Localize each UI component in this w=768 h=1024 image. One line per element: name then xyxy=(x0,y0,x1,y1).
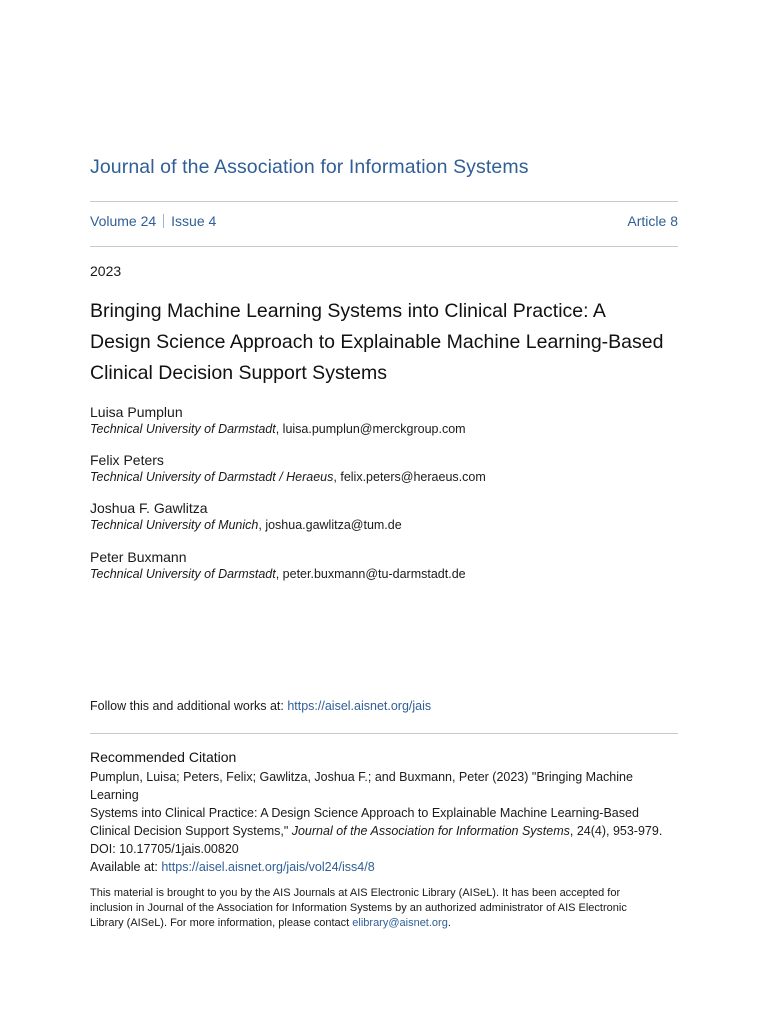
citation-volume-pages: , 24(4), 953-979. xyxy=(569,824,663,838)
divider-top xyxy=(90,201,678,202)
article-link[interactable]: Article 8 xyxy=(627,213,678,229)
follow-works xyxy=(90,699,431,713)
author-entry xyxy=(90,403,690,437)
citation-line: Clinical Decision Support Systems," xyxy=(90,824,292,838)
author-affiliation xyxy=(90,566,690,582)
follow-url-link[interactable]: https://aisel.aisnet.org/jais xyxy=(287,699,432,713)
footer-line: This material is brought to you by the AIS Journals at AIS Electronic Library (AISeL). It has been accepted for xyxy=(90,887,621,899)
author-entry xyxy=(90,451,690,485)
footer-line: Library (AISeL). For more information, please contact xyxy=(90,917,353,929)
footer-period: . xyxy=(447,917,451,929)
affiliation-separator: , xyxy=(258,518,266,532)
author-name: Luisa Pumplun xyxy=(90,404,183,420)
citation-doi: DOI: 10.17705/1jais.00820 xyxy=(90,842,239,856)
article-title-line: Bringing Machine Learning Systems into Clinical Practice: A xyxy=(90,300,606,322)
author-institution: Technical University of Munich xyxy=(90,518,259,532)
author-institution: Technical University of Darmstadt / Heraeus xyxy=(90,470,334,484)
issue-separator xyxy=(163,214,164,228)
affiliation-separator: , xyxy=(275,567,283,581)
issue-link[interactable]: Issue 4 xyxy=(171,213,217,229)
citation-line: Pumplun, Luisa; Peters, Felix; Gawlitza, Joshua F.; and Buxmann, Peter (2023) "Bringing Machine Learning xyxy=(90,770,633,802)
author-affiliation xyxy=(90,469,690,485)
author-institution: Technical University of Darmstadt xyxy=(90,567,276,581)
available-url-link[interactable]: https://aisel.aisnet.org/jais/vol24/iss4/8 xyxy=(161,860,375,874)
footer-line: inclusion in Journal of the Association for Information Systems by an authorized administrator of AIS Electronic xyxy=(90,902,627,914)
article-title-line: Clinical Decision Support Systems xyxy=(90,362,387,384)
divider-issue xyxy=(90,246,678,247)
footer-notice xyxy=(90,886,665,931)
author-affiliation xyxy=(90,421,690,437)
author-entry xyxy=(90,548,690,582)
available-label: Available at: xyxy=(90,860,162,874)
author-email: joshua.gawlitza@tum.de xyxy=(265,518,402,532)
affiliation-separator: , xyxy=(333,470,341,484)
publication-year: 2023 xyxy=(90,263,122,279)
divider-citation xyxy=(90,733,678,734)
issue-nav xyxy=(90,213,678,233)
author-name: Peter Buxmann xyxy=(90,549,187,565)
author-name: Felix Peters xyxy=(90,452,164,468)
article-title-line: Design Science Approach to Explainable Machine Learning-Based xyxy=(90,331,664,353)
volume-link[interactable]: Volume 24 xyxy=(90,213,157,229)
author-entry xyxy=(90,499,690,533)
citation-journal: Journal of the Association for Information Systems xyxy=(291,824,570,838)
author-email: luisa.pumplun@merckgroup.com xyxy=(282,422,466,436)
journal-title-link[interactable]: Journal of the Association for Information Systems xyxy=(90,156,529,178)
follow-label: Follow this and additional works at: xyxy=(90,699,288,713)
author-name: Joshua F. Gawlitza xyxy=(90,500,208,516)
author-email: felix.peters@heraeus.com xyxy=(340,470,486,484)
author-institution: Technical University of Darmstadt xyxy=(90,422,276,436)
contact-email-link[interactable]: elibrary@aisnet.org xyxy=(352,917,448,929)
citation-text xyxy=(90,768,682,876)
recommended-citation-heading: Recommended Citation xyxy=(90,749,237,765)
author-email: peter.buxmann@tu-darmstadt.de xyxy=(282,567,466,581)
affiliation-separator: , xyxy=(275,422,283,436)
article-title xyxy=(90,296,690,389)
author-affiliation xyxy=(90,517,690,533)
citation-line: Systems into Clinical Practice: A Design Science Approach to Explainable Machine Learning-Based xyxy=(90,806,639,820)
